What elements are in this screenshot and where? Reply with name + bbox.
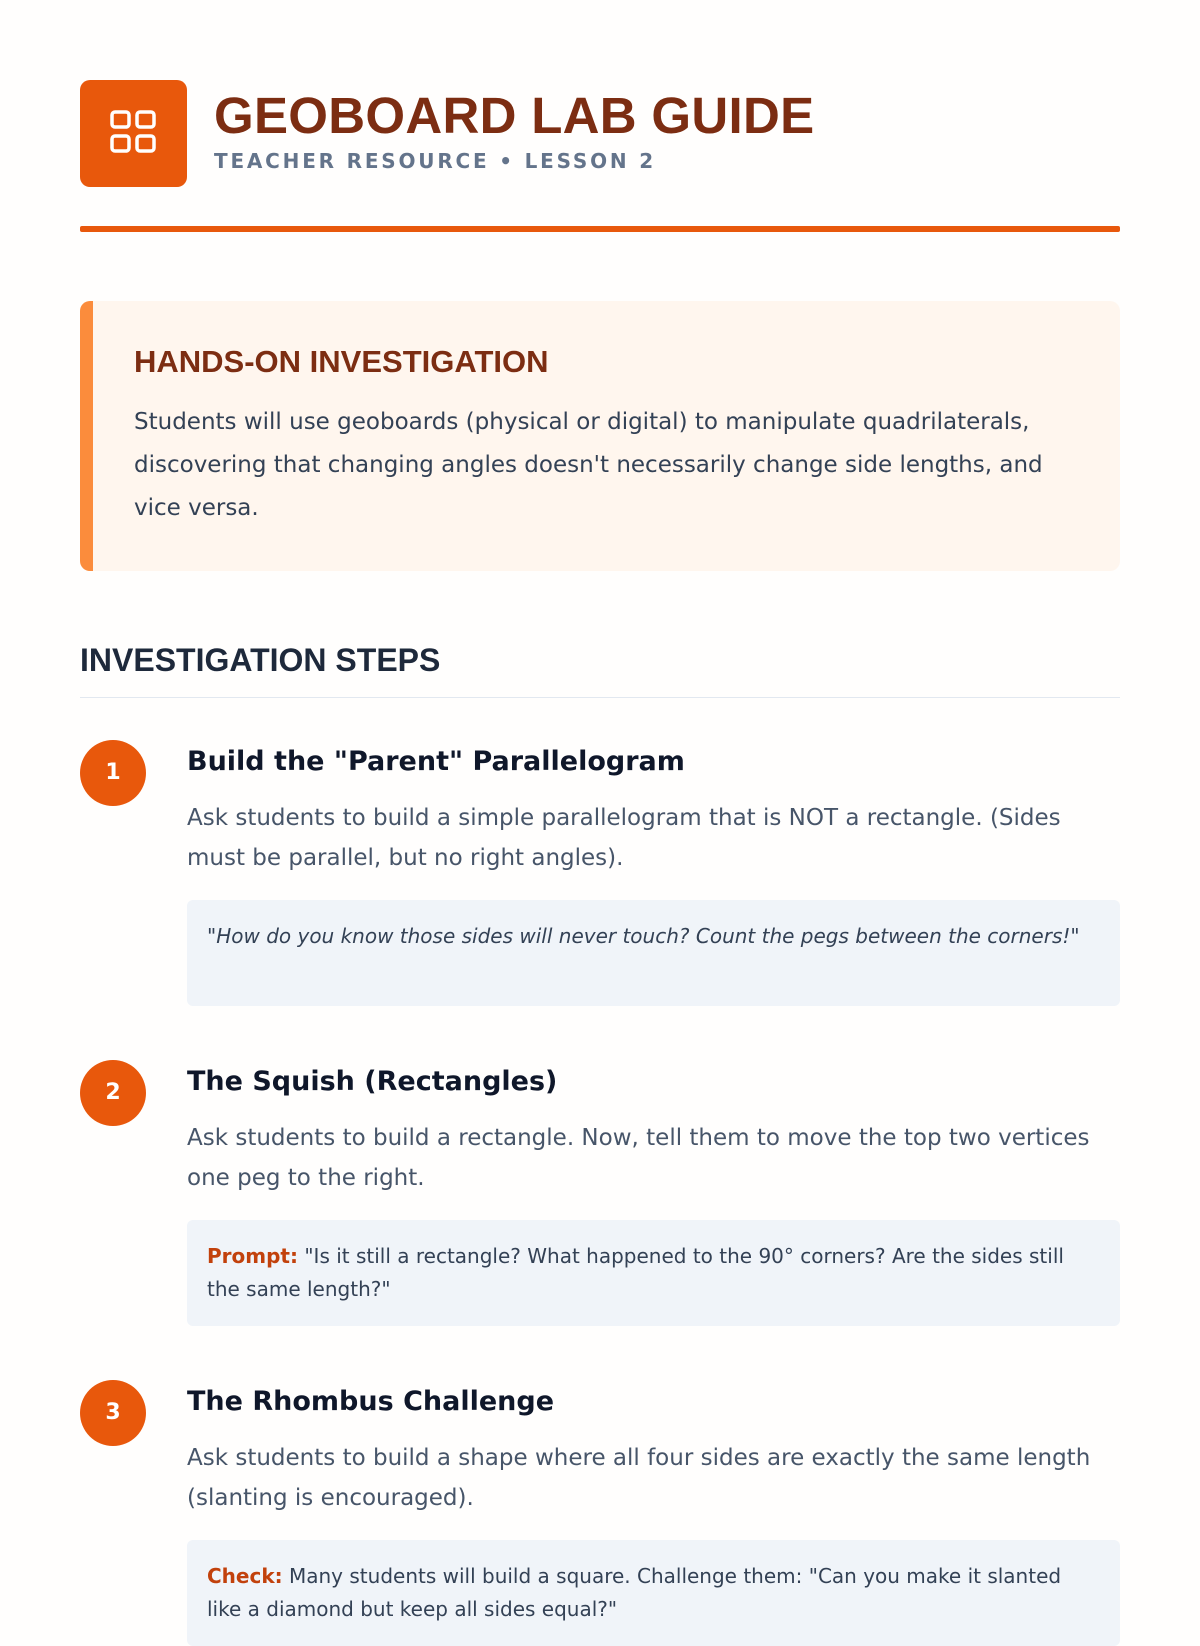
step-prompt-note	[187, 1220, 1120, 1326]
step-note-text: Many students will build a square. Challenge them: "Can you make it slanted like a diamond but keep all sides equal?"	[207, 1564, 1062, 1621]
grid-icon-glyph	[110, 110, 157, 157]
step-check-note	[187, 1540, 1120, 1646]
grid-icon	[80, 80, 187, 187]
step-teacher-quote	[187, 900, 1120, 1006]
step-note-label: Prompt:	[207, 1244, 298, 1268]
step-title: Build the "Parent" Parallelogram	[187, 746, 685, 777]
callout-text: Students will use geoboards (physical or digital) to manipulate quadrilaterals, discovering that changing angles doesn't necessarily change side lengths, and vice versa.	[134, 409, 1043, 521]
step-number-badge: 2	[80, 1060, 146, 1126]
step-title: The Rhombus Challenge	[187, 1386, 555, 1417]
step-number-badge: 3	[80, 1380, 146, 1446]
header-divider	[80, 226, 1120, 232]
step-note-text: "Is it still a rectangle? What happened to the 90° corners? Are the sides still the same length?"	[207, 1244, 1064, 1301]
section-divider	[80, 697, 1120, 698]
step-number-badge: 1	[80, 740, 146, 806]
step-note-label: Check:	[207, 1564, 283, 1588]
callout-title: HANDS-ON INVESTIGATION	[134, 344, 549, 379]
step-note-text: "How do you know those sides will never touch? Count the pegs between the corners!"	[207, 924, 1080, 948]
header	[80, 80, 1120, 188]
investigation-callout	[80, 301, 1120, 571]
callout-accent-bar	[80, 301, 93, 571]
step-description: Ask students to build a rectangle. Now, tell them to move the top two vertices one peg to the right.	[187, 1125, 1090, 1191]
step-description: Ask students to build a simple parallelogram that is NOT a rectangle. (Sides must be parallel, but no right angles).	[187, 805, 1061, 871]
step-title: The Squish (Rectangles)	[187, 1066, 558, 1097]
step-description: Ask students to build a shape where all four sides are exactly the same length (slanting is encouraged).	[187, 1445, 1091, 1511]
page-subtitle: TEACHER RESOURCE • LESSON 2	[214, 149, 656, 173]
steps-section-title: INVESTIGATION STEPS	[80, 642, 441, 678]
page-title: GEOBOARD LAB GUIDE	[214, 87, 815, 144]
